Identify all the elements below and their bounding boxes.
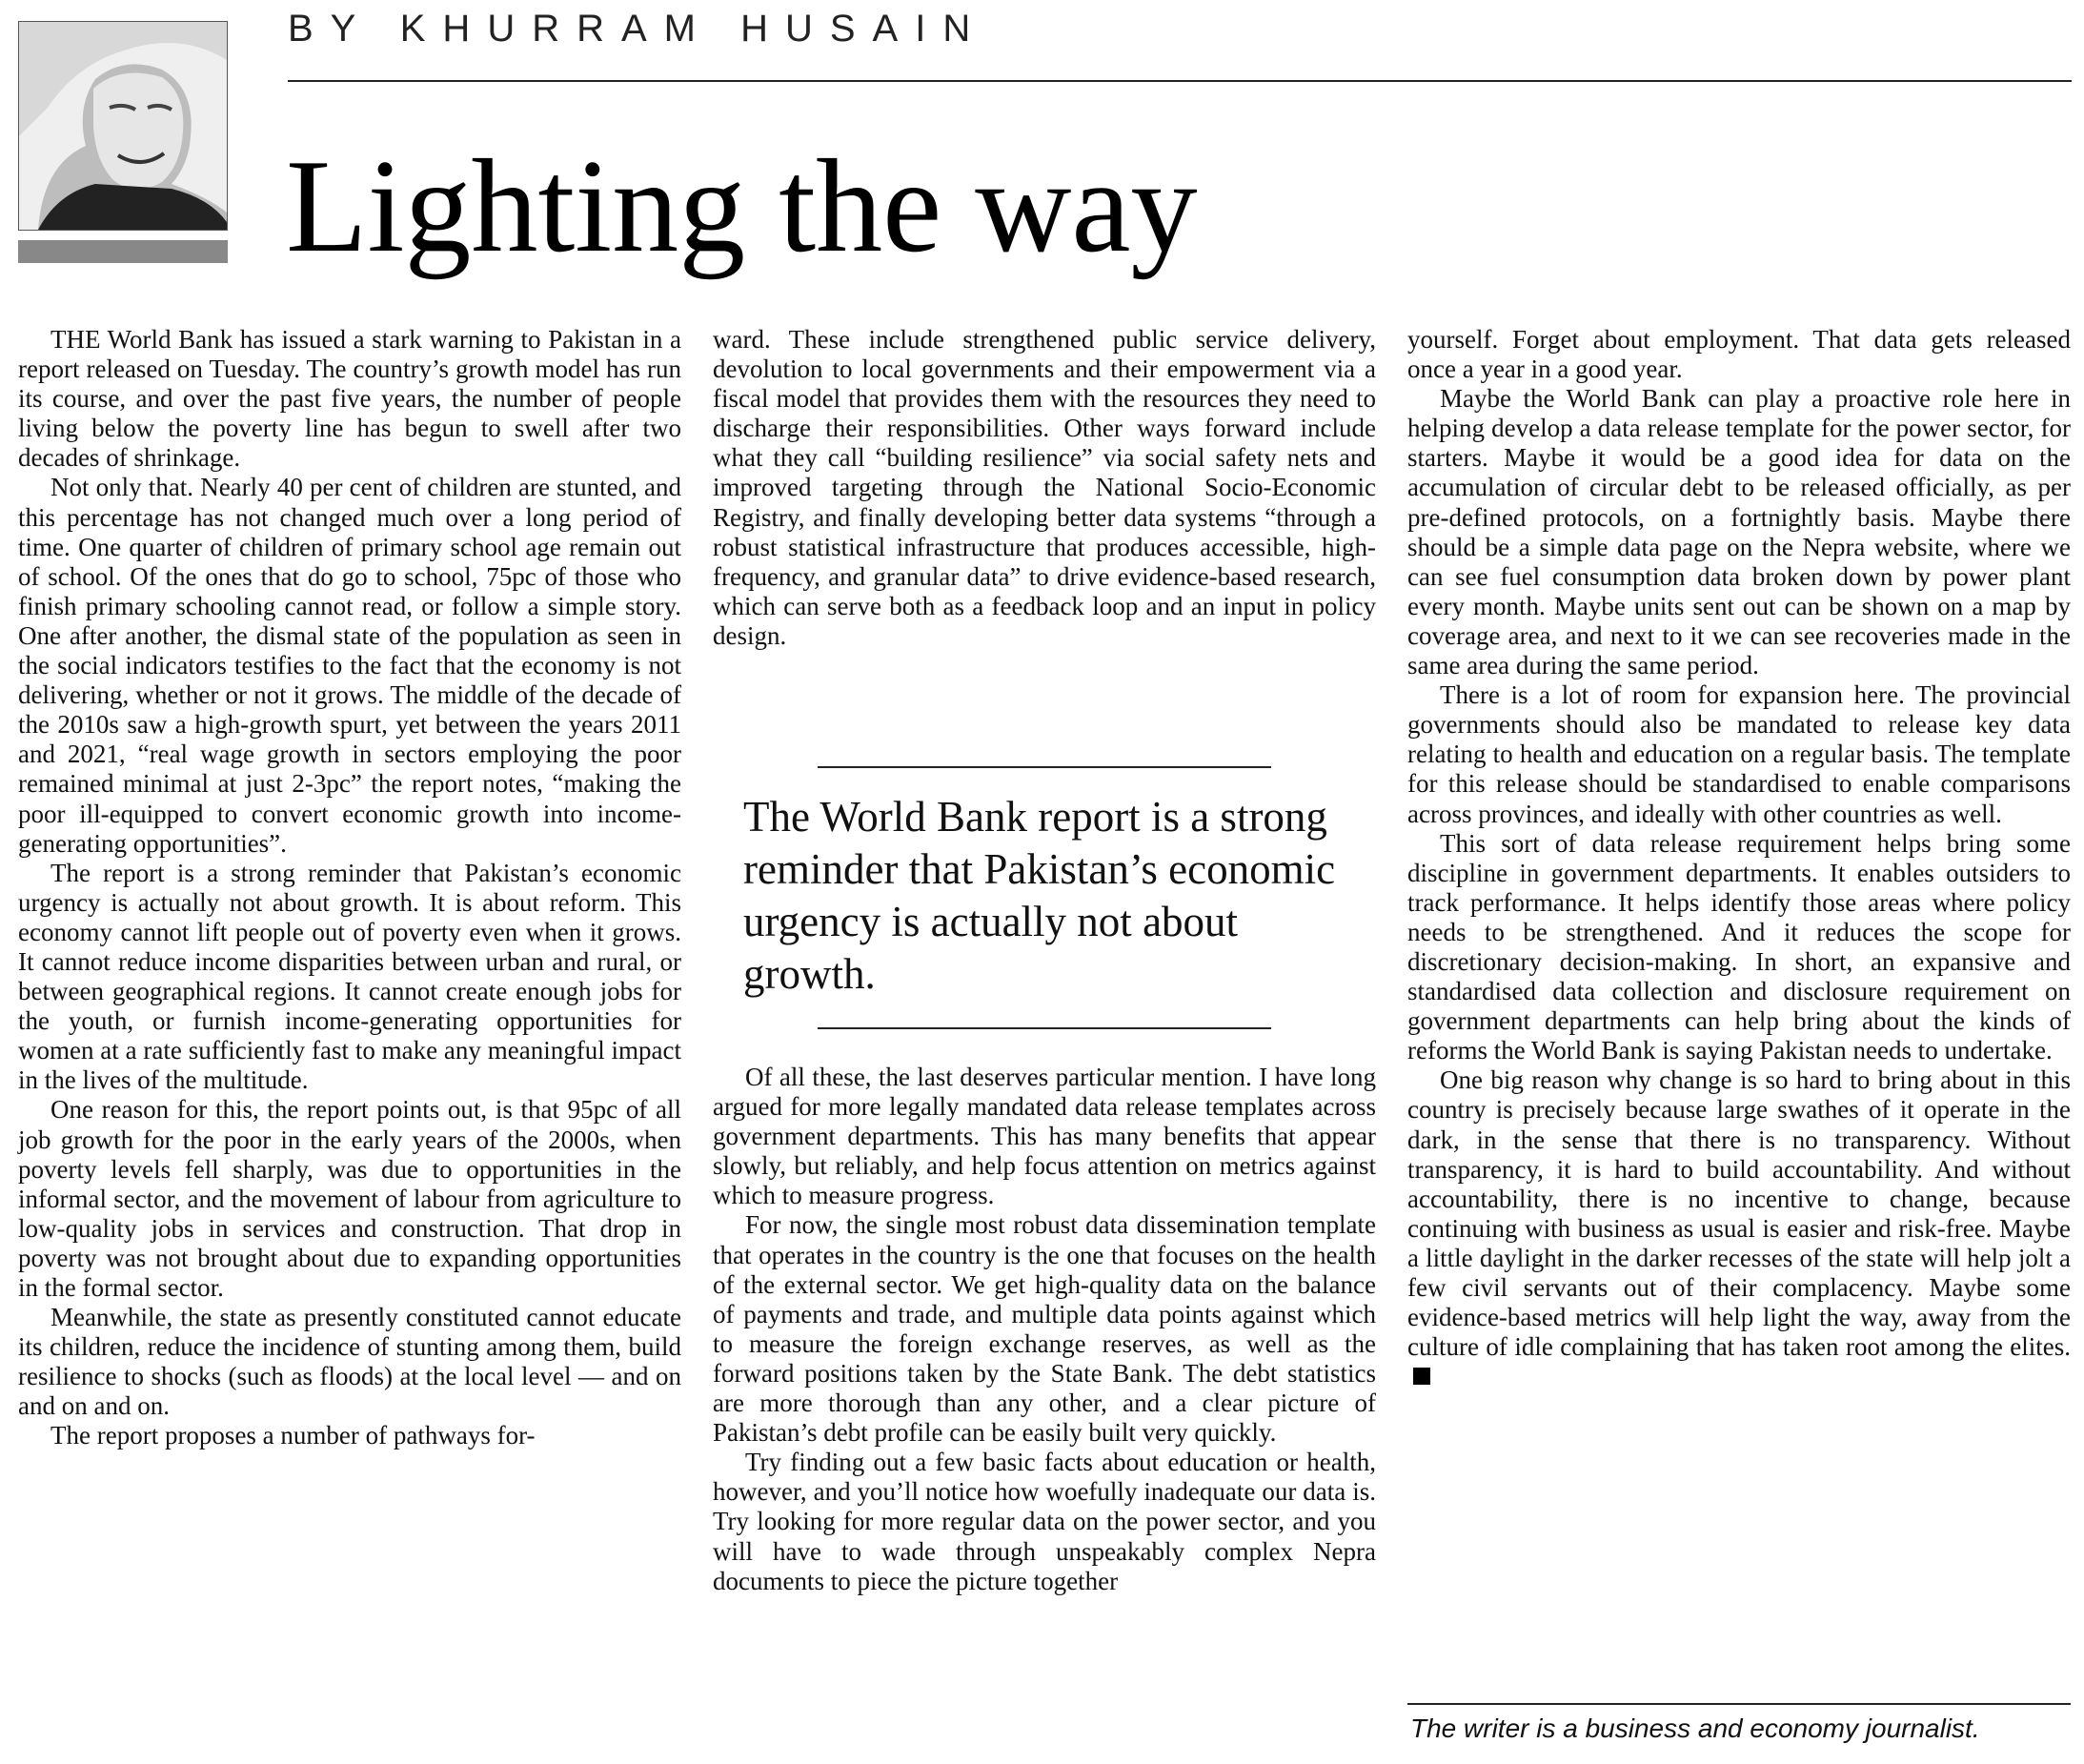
byline: BY KHURRAM HUSAIN	[288, 8, 988, 50]
pull-quote	[713, 762, 1376, 1039]
paragraph: For now, the single most robust data dissemination template that operates in the country is the one that focuses on the health of the external sector. We get high-quality data on the balance of payments and trade, and multiple data points against which to measure the foreign exchange reserves, as well as the forward positions taken by the State Bank. The debt statistics are more thorough than any other, and a clear picture of Pakistan’s debt profile can be easily built very quickly.	[713, 1210, 1376, 1448]
paragraph: ward. These include strengthened public service delivery, devolution to local governments and their empowerment via a fiscal model that provides them with the resources they need to discharge their responsibilities. Other ways forward include what they call “building resilience” via social safety nets and improved targeting through the National Socio-Economic Registry, and finally developing better data systems “through a robust statistical infrastructure that produces accessible, high-frequency, and granular data” to drive evidence-based research, which can serve both as a feedback loop and an input in policy design.	[713, 325, 1376, 650]
column-3	[1407, 325, 2071, 1391]
photo-underline-bar	[18, 240, 228, 263]
pull-quote-rule-bottom	[818, 1027, 1271, 1029]
footer-rule	[1407, 1703, 2071, 1705]
paragraph: There is a lot of room for expansion here. The provincial governments should also be mandated to release key data relating to health and education on a regular basis. The template for this release should be standardised to enable comparisons across provinces, and ideally with other countries as well.	[1407, 680, 2071, 828]
column-2-top	[713, 325, 1376, 651]
paragraph: The report proposes a number of pathways for-	[51, 1421, 536, 1450]
writer-note: The writer is a business and economy journalist.	[1410, 1713, 1980, 1743]
paragraph: This sort of data release requirement helps bring some discipline in government departments. It enables outsiders to track performance. It helps identify those areas where policy needs to be strengthened. And it reduces the scope for discretionary decision-making. In short, an expansive and standardised data collection and disclosure requirement on government departments can help bring about the kinds of reforms the World Bank is saying Pakistan needs to undertake.	[1407, 828, 2071, 1065]
pull-quote-rule-top	[818, 766, 1271, 768]
paragraph: Meanwhile, the state as presently constituted cannot educate its children, reduce the incidence of stunting among them, build resilience to shocks (such as floods) at the local level — and on and on and on.	[18, 1303, 681, 1421]
paragraph: Maybe the World Bank can play a proactive role here in helping develop a data release template for the power sector, for starters. Maybe it would be a good idea for data on the accumulation of circular debt to be released officially, as per pre-defined protocols, on a fortnightly basis. Maybe there should be a simple data page on the Nepra website, where we can see fuel consumption data broken down by power plant every month. Maybe units sent out can be shown on a map by coverage area, and next to it we can see recoveries made in the same area during the same period.	[1407, 384, 2071, 680]
pull-quote-text: The World Bank report is a strong reminder that Pakistan’s economic urgency is actually not about growth.	[743, 793, 1336, 998]
author-photo	[18, 21, 228, 263]
last-paragraph	[1407, 1065, 2071, 1391]
paragraph-text: One big reason why change is so hard to bring about in this country is precisely because large swathes of it operate in the dark, in the sense that there is no transparency. Without transparency, it is hard to build accountability. And without accountability, there is no incentive to change, because continuing with business as usual is easier and risk-free. Maybe a little daylight in the darker recesses of the state will help jolt a few civil servants out of their complacency. Maybe some evidence-based metrics will help light the way, away from the culture of idle complaining that has taken root among the elites.	[1407, 1065, 2071, 1362]
paragraph: One reason for this, the report points out, is that 95pc of all job growth for the poor in the early years of the 2000s, when poverty levels fell sharply, was due to opportunities in the informal sector, and the movement of labour from agriculture to low-quality jobs in services and construction. That drop in poverty was not brought about due to expanding opportunities in the formal sector.	[18, 1095, 681, 1302]
paragraph: Try finding out a few basic facts about education or health, however, and you’ll notice how woefully inadequate our data is. Try looking for more regular data on the power sector, and you will have to wade through unspeakably complex Nepra documents to piece the picture together	[713, 1448, 1376, 1595]
author-portrait	[18, 21, 228, 231]
column-2-bottom	[713, 1063, 1376, 1596]
end-mark-icon	[1413, 1368, 1430, 1385]
headline: Lighting the way	[286, 132, 1198, 280]
paragraph: Not only that. Nearly 40 per cent of children are stunted, and this percentage has not changed much over a long period of time. One quarter of children of primary school age remain out of school. Of the ones that do go to school, 75pc of those who finish primary schooling cannot read, or follow a simple story. One after another, the dismal state of the population as seen in the social indicators testifies to the fact that the economy is not delivering, whether or not it grows. The middle of the decade of the 2010s saw a high-growth spurt, yet between the years 2011 and 2021, “real wage growth in sectors employing the poor remained minimal at just 2-3pc” the report notes, “making the poor ill-equipped to convert economic growth into income-generating opportunities”.	[18, 473, 681, 858]
header-rule	[288, 80, 2072, 82]
paragraph: Of all these, the last deserves particular mention. I have long argued for more legally mandated data release templates across government departments. This has many benefits that appear slowly, but reliably, and help focus attention on metrics against which to measure progress.	[713, 1063, 1376, 1210]
paragraph: THE World Bank has issued a stark warning to Pakistan in a report released on Tuesday. The country’s growth model has run its course, and over the past five years, the number of people living below the poverty line has begun to swell after two decades of shrinkage.	[18, 325, 681, 473]
paragraph: yourself. Forget about employment. That data gets released once a year in a good year.	[1407, 325, 2071, 384]
paragraph: The report is a strong reminder that Pakistan’s economic urgency is actually not about growth. It is about reform. This economy cannot lift people out of poverty even when it grows. It cannot reduce income disparities between urban and rural, or between geographical regions. It cannot create enough jobs for the youth, or furnish income-generating opportunities for women at a rate sufficiently fast to make any meaningful impact in the lives of the multitude.	[18, 858, 681, 1095]
column-1	[18, 325, 681, 1451]
